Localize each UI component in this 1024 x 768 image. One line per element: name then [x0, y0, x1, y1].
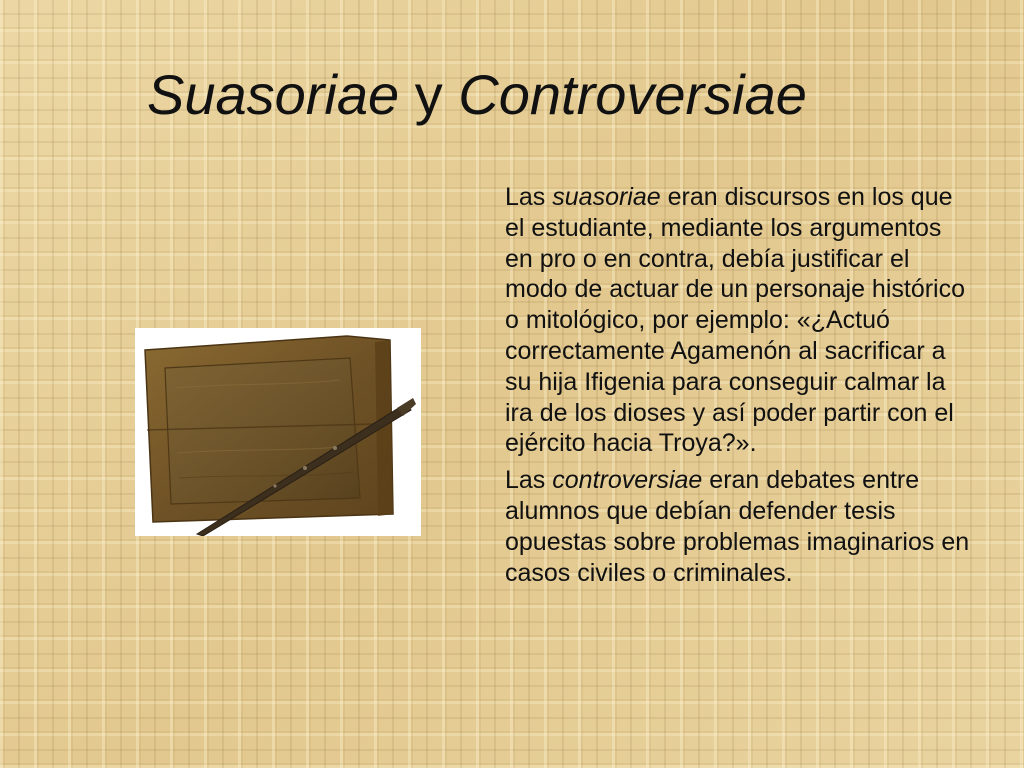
wax-tablet-with-stylus-icon — [135, 328, 421, 536]
title-term-suasoriae: Suasoriae — [147, 63, 400, 126]
body-text — [505, 182, 975, 594]
term-controversiae: controversiae — [552, 466, 703, 495]
term-suasoriae: suasoriae — [552, 183, 661, 211]
wax-tablet-image — [135, 328, 421, 536]
paragraph-text: eran discursos en los que el estudiante, mediante los argumentos en pro o en contra, debía justificar el modo de actuar de un personaje histórico o mitológico, por ejemplo: «¿Actuó correctamente Agamenón al sacrificar a su hija Ifigenia para conseguir calmar la ira de los dioses y así poder partir con el ejército hacia Troya?». — [505, 183, 966, 458]
title-connector: y — [399, 63, 459, 126]
paragraph-text: eran debates entre alumnos que debían defender tesis opuestas sobre problemas imaginarios en casos civiles o criminales. — [505, 466, 970, 587]
paragraph-prefix: Las — [505, 466, 553, 495]
paragraph-suasoriae — [505, 182, 975, 459]
title-term-controversiae: Controversiae — [458, 63, 807, 126]
paragraph-controversiae — [505, 465, 975, 588]
slide-title — [147, 62, 807, 127]
paragraph-prefix: Las — [505, 183, 553, 211]
